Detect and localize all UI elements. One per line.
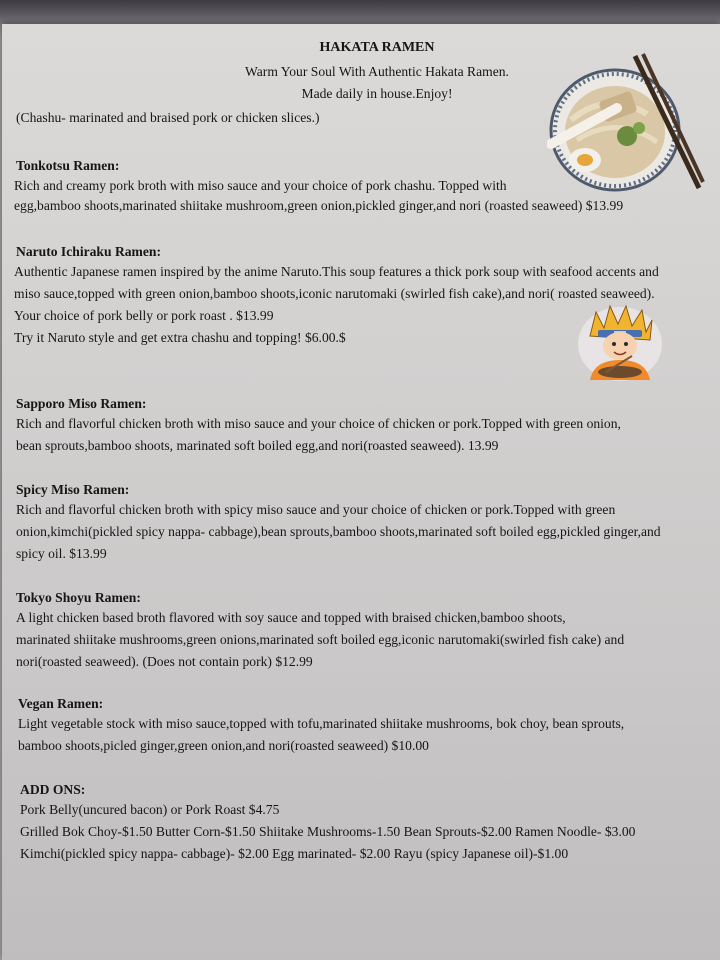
item-desc-line: Rich and flavorful chicken broth with miso sauce and your choice of chicken or pork.Topped with green onion, — [16, 416, 621, 431]
item-desc-line: Your choice of pork belly or pork roast . $13.99 — [14, 308, 274, 323]
addon-line: Kimchi(pickled spicy nappa- cabbage)- $2.00 Egg marinated- $2.00 Rayu (spicy Japanese oil)-$1.00 — [20, 846, 569, 861]
menu-page — [2, 24, 720, 960]
item-desc-line: bamboo shoots,picled ginger,green onion,and nori(roasted seaweed) $10.00 — [18, 738, 429, 753]
ramen-bowl-icon — [547, 50, 707, 200]
item-desc-line: Rich and flavorful chicken broth with spicy miso sauce and your choice of chicken or pork.Topped with green — [16, 502, 616, 517]
item-name-spicy-miso: Spicy Miso Ramen: — [16, 482, 130, 497]
item-name-vegan: Vegan Ramen: — [18, 696, 104, 711]
item-desc-line: Try it Naruto style and get extra chashu and topping! $6.00.$ — [14, 330, 346, 345]
item-desc-line: miso sauce,topped with green onion,bamboo shoots,iconic narutomaki (swirled fish cake),and nori( roasted seaweed). — [14, 286, 655, 301]
item-desc-line: nori(roasted seaweed). (Does not contain pork) $12.99 — [16, 654, 313, 669]
item-name-sapporo-miso: Sapporo Miso Ramen: — [16, 396, 147, 411]
chashu-note: (Chashu- marinated and braised pork or chicken slices.) — [16, 110, 320, 125]
addon-line: Pork Belly(uncured bacon) or Pork Roast $4.75 — [20, 802, 280, 817]
addons-title: ADD ONS: — [20, 782, 86, 797]
item-name-tonkotsu: Tonkotsu Ramen: — [16, 158, 120, 173]
item-desc-line: Authentic Japanese ramen inspired by the anime Naruto.This soup features a thick pork soup with seafood accents and — [14, 264, 659, 279]
tagline: Warm Your Soul With Authentic Hakata Ramen. — [245, 64, 509, 79]
item-desc-line: marinated shiitake mushrooms,green onions,marinated soft boiled egg,iconic narutomaki(swirled fish cake) and — [16, 632, 625, 647]
tagline-2: Made daily in house.Enjoy! — [301, 86, 453, 101]
naruto-character-icon — [576, 302, 664, 382]
addon-line: Grilled Bok Choy-$1.50 Butter Corn-$1.50 Shiitake Mushrooms-1.50 Bean Sprouts-$2.00 Ramen Noodle- $3.00 — [20, 824, 636, 839]
item-desc-line: A light chicken based broth flavored with soy sauce and topped with braised chicken,bamboo shoots, — [16, 610, 566, 625]
item-desc-line: egg,bamboo shoots,marinated shiitake mushroom,green onion,pickled ginger,and nori (roasted seaweed) $13.99 — [14, 198, 624, 213]
item-desc-line: bean sprouts,bamboo shoots, marinated soft boiled egg,and nori(roasted seaweed). 13.99 — [16, 438, 499, 453]
item-name-tokyo-shoyu: Tokyo Shoyu Ramen: — [16, 590, 141, 605]
item-name-naruto-ichiraku: Naruto Ichiraku Ramen: — [16, 244, 161, 259]
menu-title: HAKATA RAMEN — [319, 40, 435, 55]
item-desc-line: spicy oil. $13.99 — [16, 546, 107, 561]
item-desc-line: onion,kimchi(pickled spicy nappa- cabbage),bean sprouts,bamboo shoots,marinated soft boiled egg,pickled ginger,and — [16, 524, 661, 539]
item-desc-line: Rich and creamy pork broth with miso sauce and your choice of pork chashu. Topped with — [14, 178, 507, 193]
item-desc-line: Light vegetable stock with miso sauce,topped with tofu,marinated shiitake mushrooms, bok choy, bean sprouts, — [18, 716, 625, 731]
